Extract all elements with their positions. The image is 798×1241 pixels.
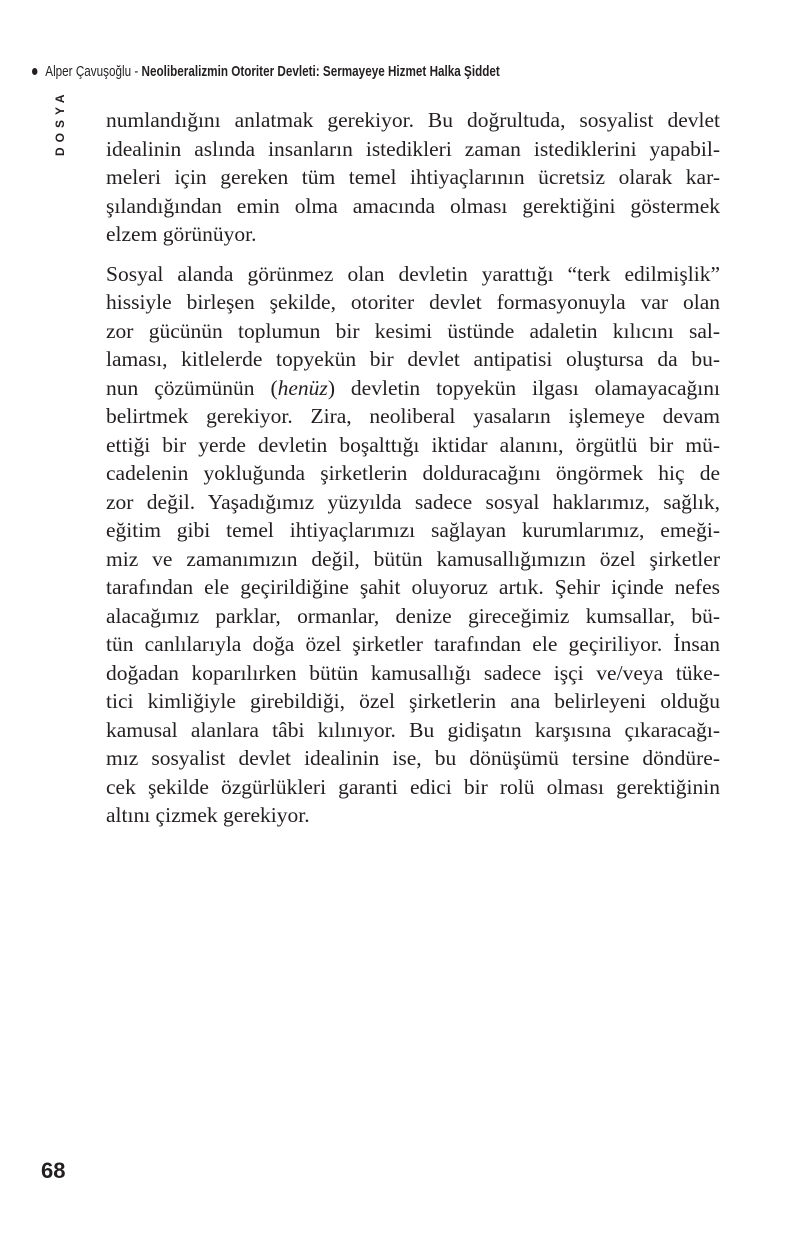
- body-text: [106, 106, 720, 841]
- text-line: laması, kitlelerde topyekün bir devlet antipatisi oluştursa da bu-: [106, 347, 720, 371]
- text-line: Sosyal alanda görünmez olan devletin yarattığı “terk edilmişlik”: [106, 261, 720, 286]
- italic-term: henüz: [277, 375, 328, 400]
- text-segment: nun çözümünün (: [106, 375, 278, 400]
- header-title: Neoliberalizmin Otoriter Devleti: Sermayeye Hizmet Halka Şiddet: [141, 63, 500, 80]
- text-line: elzem görünüyor.: [106, 222, 257, 246]
- header-author: Alper Çavuşoğlu -: [45, 63, 142, 80]
- text-line: hissiyle birleşen şekilde, otoriter devlet formasyonuyla var olan: [106, 290, 720, 314]
- text-line: eğitim gibi temel ihtiyaçlarımızı sağlayan kurumlarımız, emeği-: [106, 518, 720, 542]
- text-line: [106, 374, 720, 403]
- text-line: belirtmek gerekiyor. Zira, neoliberal yasaların işlemeye devam: [106, 404, 720, 428]
- text-line: ettiği bir yerde devletin boşalttığı iktidar alanını, örgütlü bir mü-: [106, 432, 720, 457]
- text-line: tün canlılarıyla doğa özel şirketler tarafından ele geçiriliyor. İnsan: [106, 632, 720, 656]
- text-line: idealinin aslında insanların istedikleri zaman istediklerini yapabil-: [106, 136, 720, 161]
- text-segment: ) devletin topyekün ilgası olamayacağını: [327, 375, 721, 400]
- text-line: doğadan koparılırken bütün kamusallığı sadece işçi ve/veya tüke-: [106, 660, 720, 685]
- text-line: meleri için gereken tüm temel ihtiyaçlarının ücretsiz olarak kar-: [106, 165, 720, 189]
- paragraph: [106, 106, 720, 249]
- text-line: tici kimliğiyle girebildiği, özel şirketlerin ana belirleyeni olduğu: [106, 689, 720, 713]
- text-line: zor değil. Yaşadığımız yüzyılda sadece sosyal haklarımız, sağlık,: [106, 489, 720, 514]
- text-line: miz ve zamanımızın değil, bütün kamusallığımızın özel şirketler: [106, 546, 720, 571]
- text-line: kamusal alanlara tâbi kılınıyor. Bu gidişatın karşısına çıkaracağı-: [106, 717, 720, 742]
- page-number: 68: [41, 1158, 66, 1183]
- text-line: cadelenin yokluğunda şirketlerin dolduracağını öngörmek hiç de: [106, 461, 720, 485]
- text-line: şılandığından emin olma amacında olması gerektiğini göstermek: [106, 193, 720, 218]
- text-line: mız sosyalist devlet idealinin ise, bu dönüşümü tersine döndüre-: [106, 746, 720, 770]
- text-line: cek şekilde özgürlükleri garanti edici bir rolü olması gerektiğinin: [106, 774, 720, 799]
- text-line: zor gücünün toplumun bir kesimi üstünde adaletin kılıcını sal-: [106, 318, 720, 343]
- text-line: numlandığını anlatmak gerekiyor. Bu doğrultuda, sosyalist devlet: [106, 108, 720, 132]
- text-line: alacağımız parklar, ormanlar, denize gireceğimiz kumsallar, bü-: [106, 603, 720, 628]
- section-label: DOSYA: [53, 89, 67, 156]
- paragraph: [106, 260, 720, 830]
- text-line: tarafından ele geçirildiğine şahit oluyoruz artık. Şehir içinde nefes: [106, 575, 720, 599]
- running-header: [32, 63, 500, 85]
- bullet-icon: [32, 68, 37, 75]
- text-line: altını çizmek gerekiyor.: [106, 803, 310, 827]
